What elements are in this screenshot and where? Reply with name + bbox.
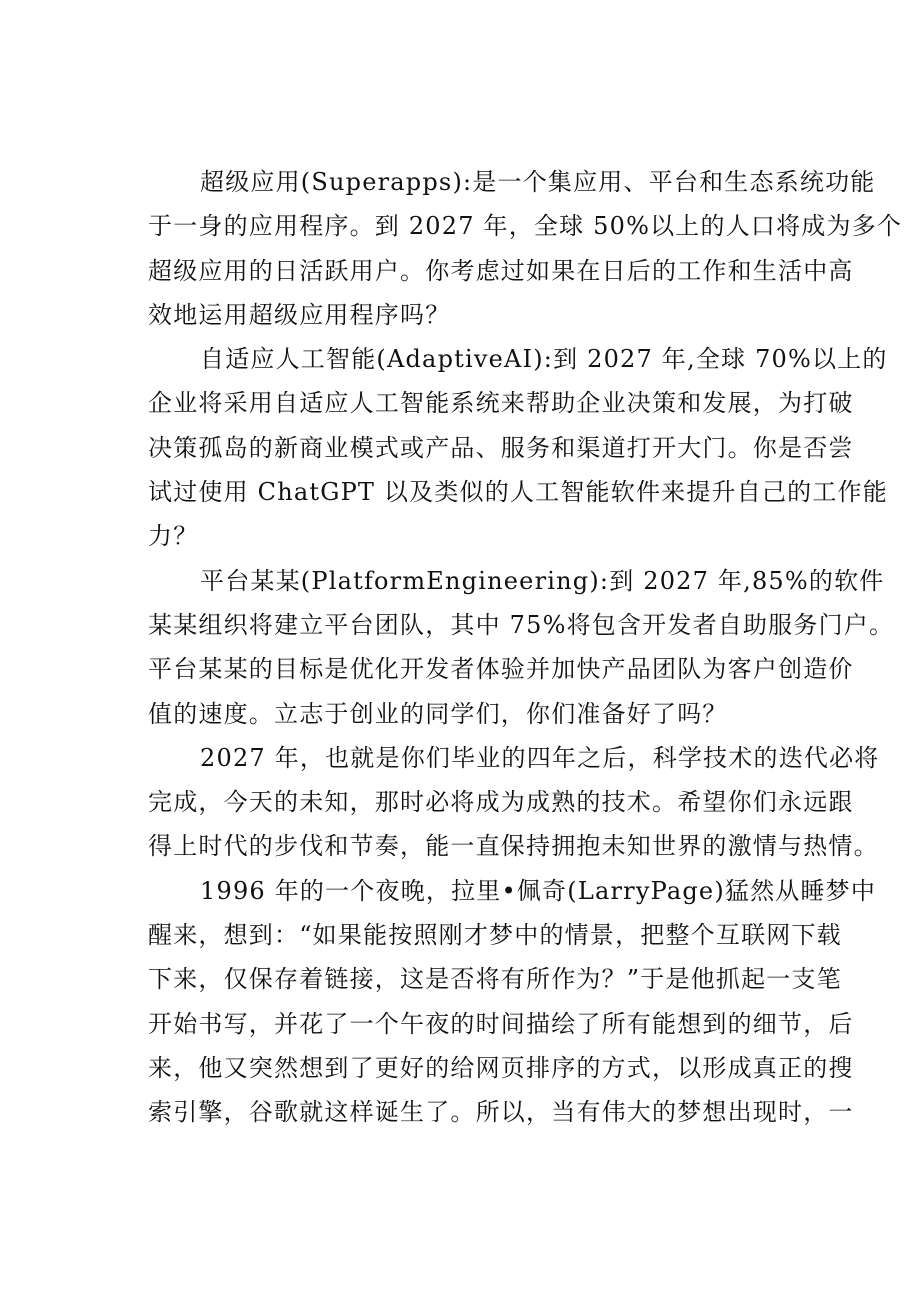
text-line: 完成，今天的未知，那时必将成为成熟的技术。希望你们永远跟 [148,788,854,817]
text-line: 超级应用(Superapps):是一个集应用、平台和生态系统功能 [200,168,876,196]
text-line: 开始书写，并花了一个午夜的时间描绘了所有能想到的细节，后 [148,1009,854,1038]
text-line: 超级应用的日活跃用户。你考虑过如果在日后的工作和生活中高 [148,256,854,285]
text-line: 自适应人工智能(AdaptiveAI):到 2027 年,全球 70%以上的 [200,345,888,374]
text-line: 于一身的应用程序。到 2027 年，全球 50%以上的人口将成为多个 [148,212,903,241]
text-line: 平台某某的目标是优化开发者体验并加快产品团队为客户创造价 [148,655,854,684]
text-line: 醒来，想到：“如果能按照刚才梦中的情景，把整个互联网下载 [148,921,842,950]
text-line: 下来，仅保存着链接，这是否将有所作为？”于是他抓起一支笔 [148,965,842,994]
text-line: 企业将采用自适应人工智能系统来帮助企业决策和发展，为打破 [148,389,854,418]
text-line: 值的速度。立志于创业的同学们，你们准备好了吗？ [148,699,728,728]
text-line: 平台某某(PlatformEngineering):到 2027 年,85%的软件 [200,566,885,595]
text-line: 1996 年的一个夜晚，拉里•佩奇(LarryPage)猛然从睡梦中 [200,876,877,905]
text-line: 2027 年，也就是你们毕业的四年之后，科学技术的迭代必将 [200,743,880,772]
text-line: 索引擎，谷歌就这样诞生了。所以，当有伟大的梦想出现时，一 [148,1098,854,1127]
text-line: 效地运用超级应用程序吗？ [148,300,451,329]
text-line: 试过使用 ChatGPT 以及类似的人工智能软件来提升自己的工作能 [148,478,888,507]
text-line: 得上时代的步伐和节奏，能一直保持拥抱未知世界的激情与热情。 [148,832,879,861]
text-line: 决策孤岛的新商业模式或产品、服务和渠道打开大门。你是否尝 [148,433,854,462]
text-line: 某某组织将建立平台团队，其中 75%将包含开发者自助服务门户。 [148,610,895,639]
text-line: 力？ [148,522,199,551]
text-line: 来，他又突然想到了更好的给网页排序的方式，以形成真正的搜 [148,1053,854,1082]
body-text [148,160,903,1135]
